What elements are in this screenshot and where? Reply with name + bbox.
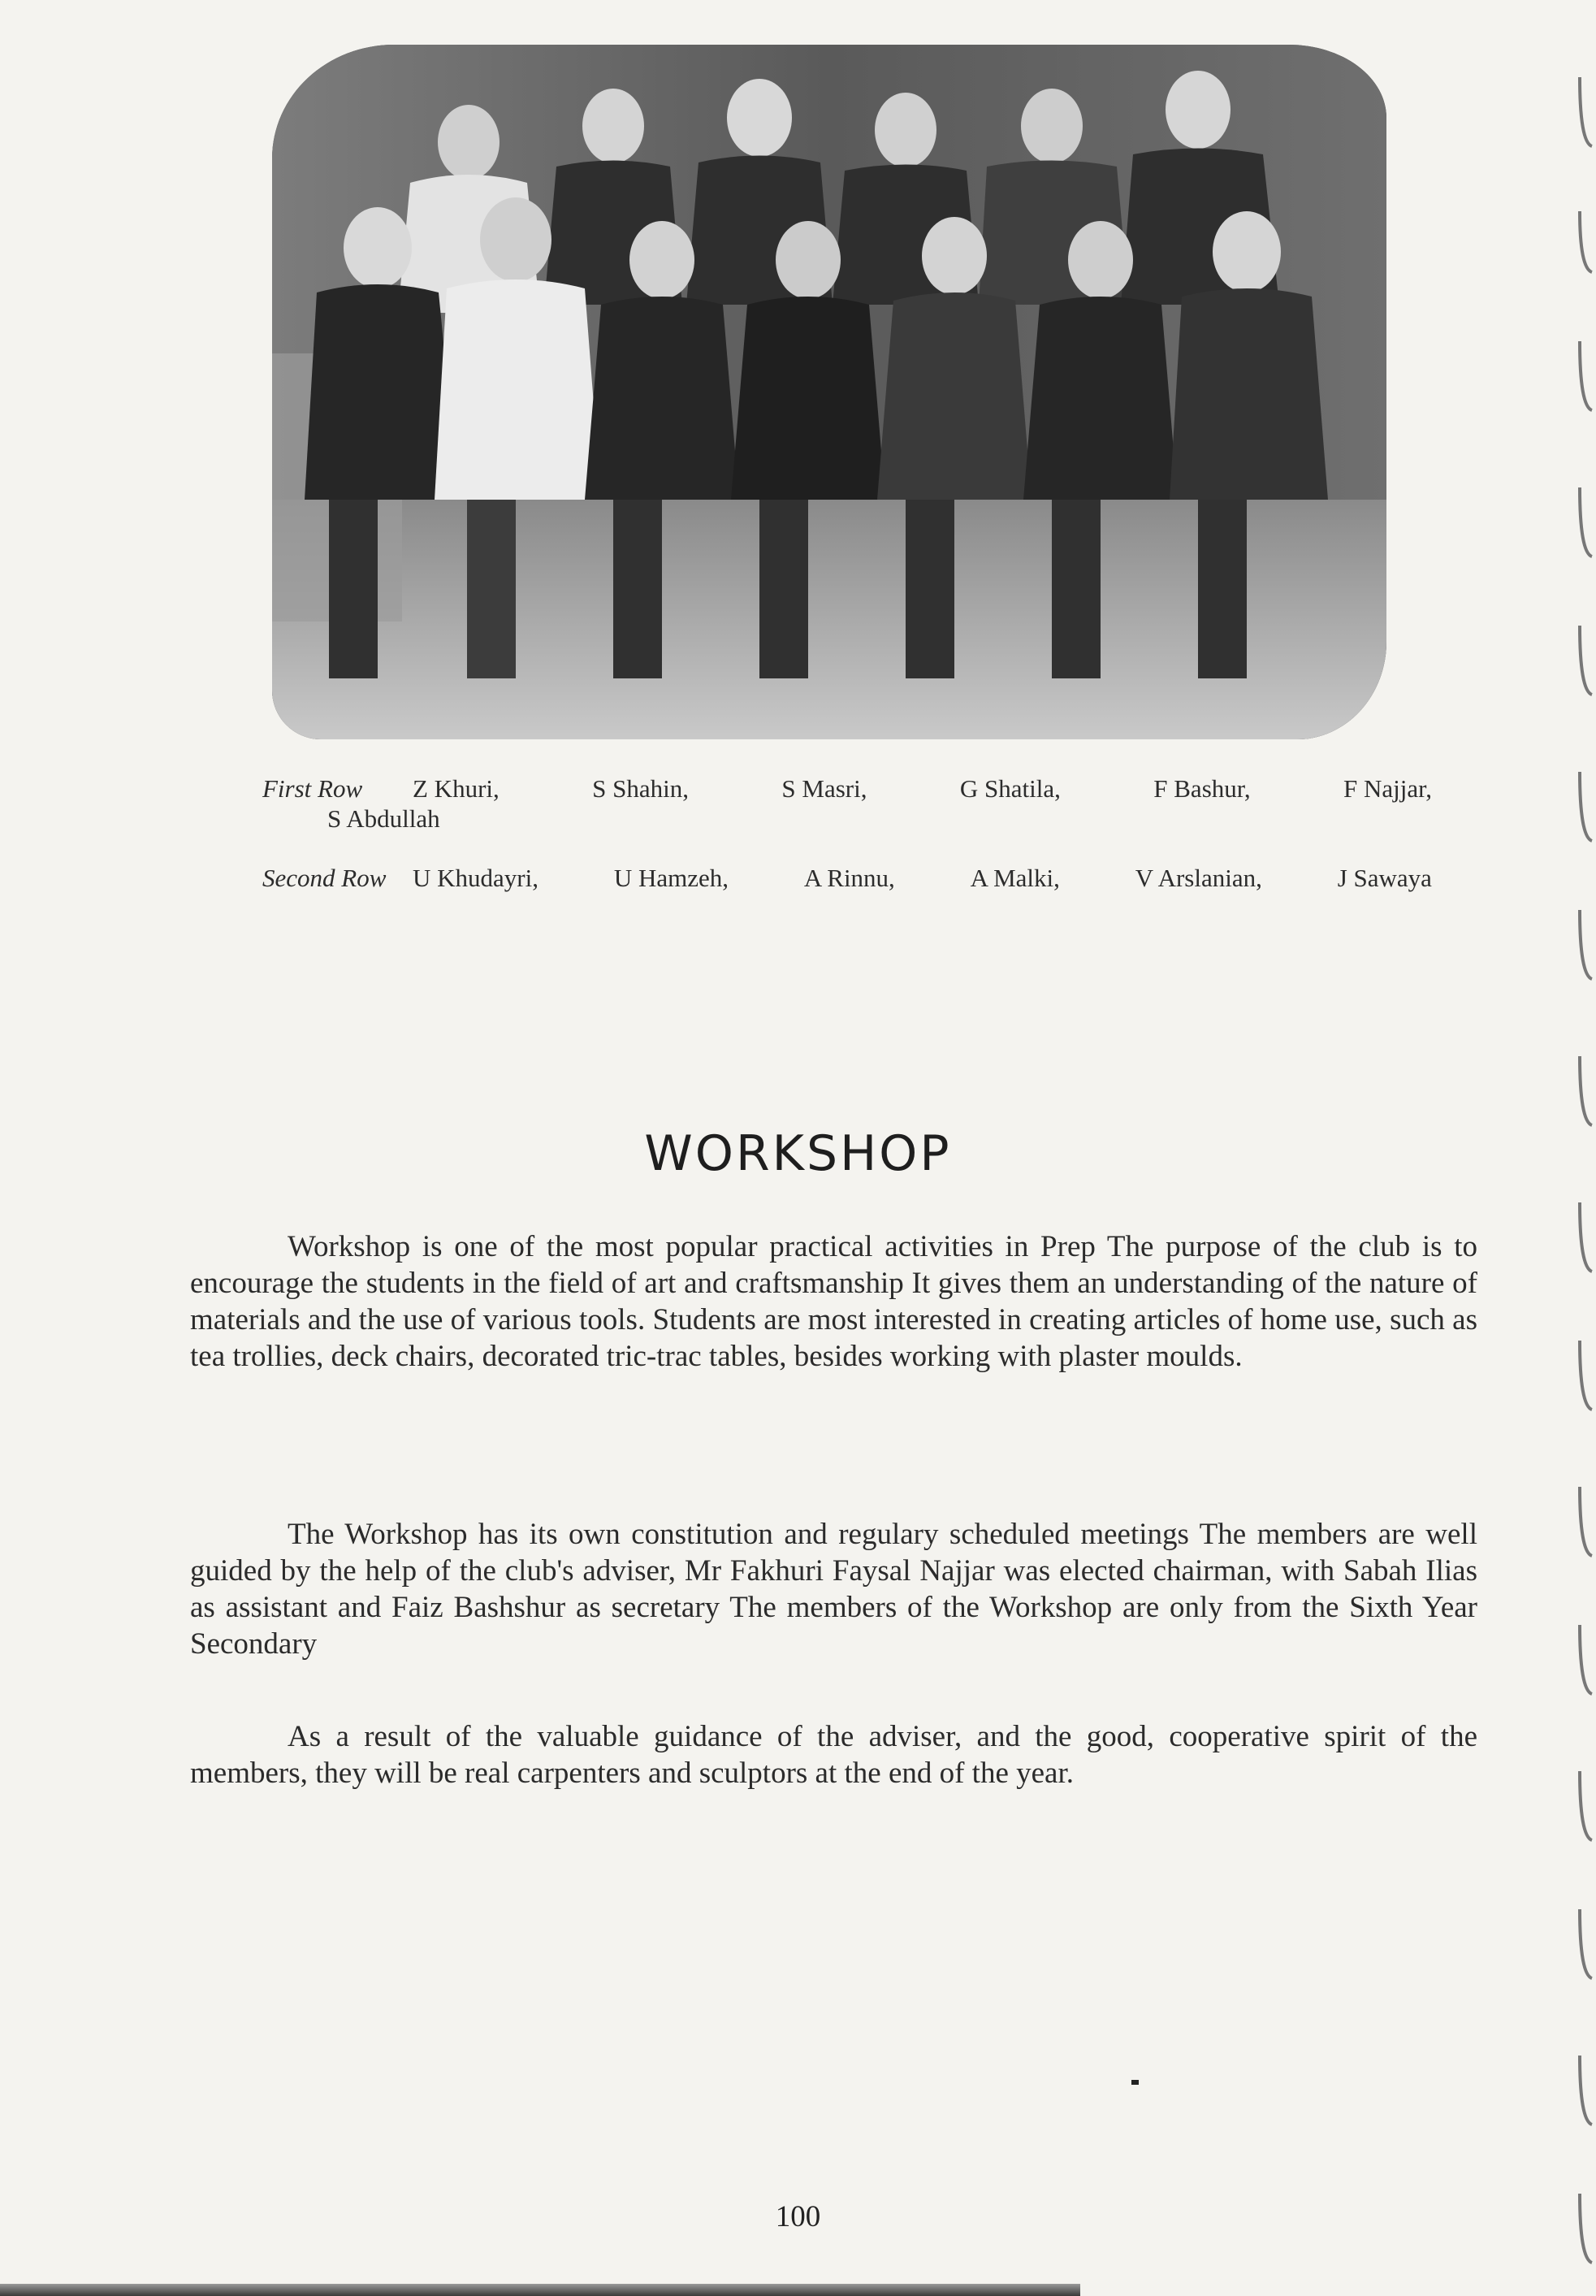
paragraph-text: As a result of the valuable guidance of the adviser, and the good, cooperative spirit of the members, they will be real carpenters and sculptors at the end of the year.	[190, 1720, 1477, 1790]
caption-name: G Shatila,	[959, 774, 1061, 803]
caption-name: F Najjar,	[1343, 774, 1432, 803]
group-photo-illustration	[272, 45, 1386, 739]
page-number: 100	[775, 2200, 821, 2233]
first-row-label: First Row	[262, 774, 363, 803]
caption-name: U Hamzeh,	[613, 863, 729, 892]
second-row-label: Second Row	[262, 863, 387, 892]
body-paragraph	[190, 1228, 1477, 1375]
scan-edge-shadow	[0, 2284, 1080, 2296]
caption-name: Z Khuri,	[413, 774, 500, 803]
body-paragraph	[190, 1718, 1477, 1791]
paragraph-text: The Workshop has its own constitution and regulary scheduled meetings The members are well guided by the help of the club's adviser, Mr Fakhuri Faysal Najjar was elected chairman, with Sabah Ilias as assistant and Faiz Bashshur as secretary The members of the Workshop are only from the Sixth Year Secondary	[190, 1518, 1477, 1661]
first-row-extra-name: S Abdullah	[327, 804, 440, 833]
caption-name: S Masri,	[781, 774, 867, 803]
caption-second-row	[262, 863, 1432, 895]
caption-name: S Shahin,	[592, 774, 690, 803]
binding-marks	[1547, 0, 1596, 2296]
ink-speck	[1131, 2080, 1139, 2085]
section-heading: WORKSHOP	[644, 1125, 952, 1182]
caption-name: J Sawaya	[1337, 863, 1432, 892]
caption-name: U Khudayri,	[413, 863, 538, 892]
body-paragraph	[190, 1516, 1477, 1662]
paragraph-text: Workshop is one of the most popular practical activities in Prep The purpose of the club is to encourage the students in the field of art and craftsmanship It gives them an understanding of the nature of materials and the use of various tools. Students are most interested in creating articles of home use, such as tea trollies, deck chairs, decorated tric-trac tables, besides working with plaster moulds.	[190, 1230, 1477, 1373]
photo-caption	[262, 773, 1432, 894]
caption-name: A Malki,	[970, 863, 1060, 892]
spiral-binding	[1547, 0, 1596, 2296]
caption-name: F Bashur,	[1153, 774, 1251, 803]
caption-first-row	[262, 773, 1432, 805]
caption-name: A Rinnu,	[803, 863, 895, 892]
group-photo	[272, 45, 1386, 739]
caption-name: V Arslanian,	[1135, 863, 1262, 892]
